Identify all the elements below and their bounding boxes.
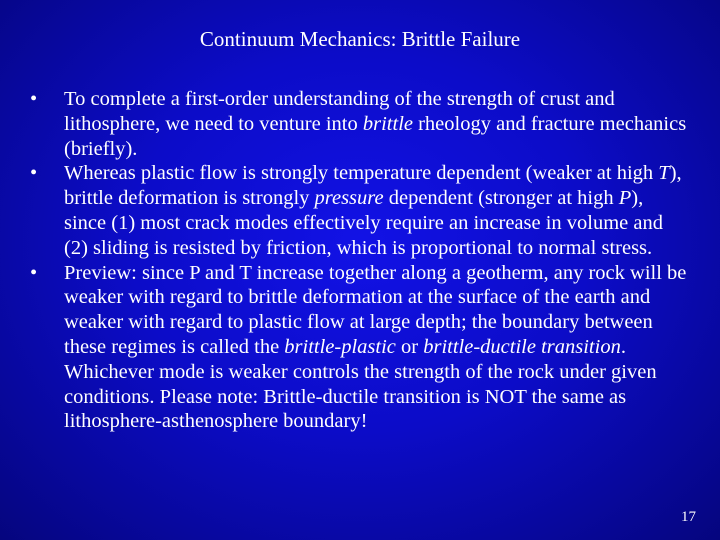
bullet-dot: •: [30, 162, 38, 185]
bullet-list: [28, 87, 690, 434]
slide-title: Continuum Mechanics: Brittle Failure: [199, 27, 521, 51]
bullet-text: Whereas plastic flow is strongly temperature dependent (weaker at high T), brittle deformation is strongly pressure dependent (stronger at high P), since (1) most crack modes effectively require an increase in volume and (2) sliding is resisted by friction, which is proportional to normal stress.: [64, 162, 682, 259]
slide-number: 17: [681, 509, 696, 525]
bullet-item-brittle-intro: [28, 87, 690, 161]
bullet-text: To complete a first-order understanding of the strength of crust and lithosphere, we need to venture into brittle rheology and fracture mechanics (briefly).: [64, 88, 687, 160]
bullet-text: Preview: since P and T increase together along a geotherm, any rock will be weaker with regard to brittle deformation at the surface of the earth and weaker with regard to plastic flow at large depth; the boundary between these regimes is called the brittle-plastic or brittle-ductile transition. Whichever mode is weaker controls the strength of the rock under given conditions. Please note: Brittle-ductile transition is NOT the same as lithosphere-asthenosphere boundary!: [64, 261, 687, 433]
bullet-item-pressure-dependence: [28, 161, 690, 260]
bullet-dot: •: [30, 88, 38, 110]
bullet-item-brittle-ductile-transition: [28, 261, 690, 435]
bullet-dot: •: [30, 261, 38, 284]
